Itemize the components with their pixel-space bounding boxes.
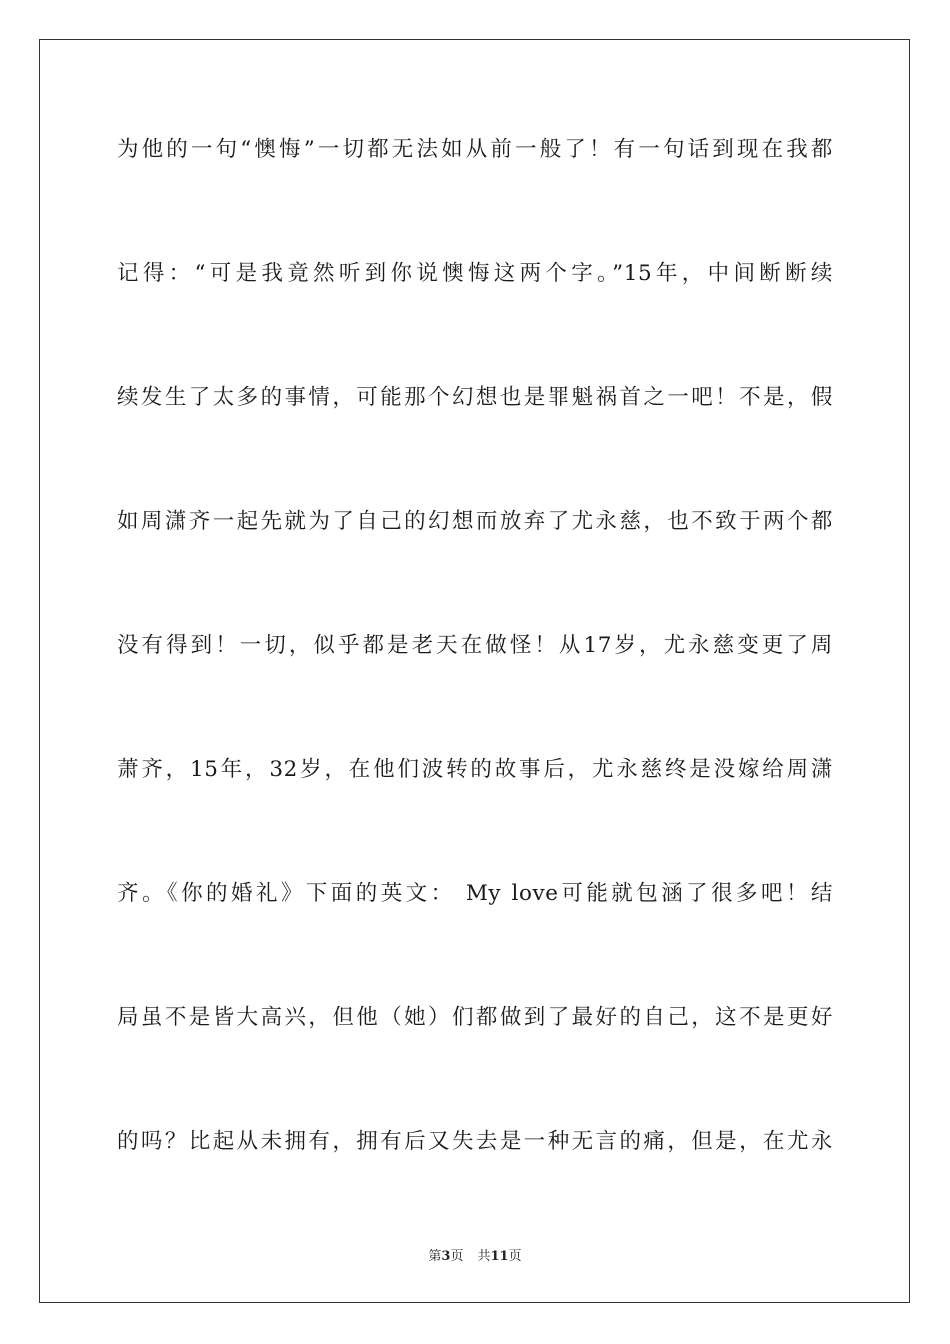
text-line-2: 记得：“可是我竟然听到你说懊悔这两个字。”15年，中间断断续 xyxy=(117,261,833,286)
total-suffix: 页 xyxy=(508,1249,522,1264)
page-footer xyxy=(0,1247,950,1267)
text-line-5: 没有得到！一切，似乎都是老天在做怪！从17岁，尤永慈变更了周 xyxy=(117,633,833,658)
page-current-number: 3 xyxy=(441,1249,451,1264)
page-prefix: 第 xyxy=(428,1249,442,1264)
text-line-6: 萧齐，15年，32岁，在他们波转的故事后，尤永慈终是没嫁给周潇 xyxy=(117,757,833,782)
text-line-3: 续发生了太多的事情，可能那个幻想也是罪魁祸首之一吧！不是，假 xyxy=(117,385,833,410)
text-line-9: 的吗？比起从未拥有，拥有后又失去是一种无言的痛，但是，在尤永 xyxy=(117,1129,833,1154)
document-body xyxy=(117,126,833,1242)
text-line-8: 局虽不是皆大高兴，但他（她）们都做到了最好的自己，这不是更好 xyxy=(117,1005,833,1030)
page-total-number: 11 xyxy=(490,1249,509,1264)
total-prefix: 共 xyxy=(477,1249,491,1264)
text-line-4: 如周潇齐一起先就为了自己的幻想而放弃了尤永慈，也不致于两个都 xyxy=(117,509,833,534)
page-suffix: 页 xyxy=(450,1249,464,1264)
text-line-7: 齐。《你的婚礼》下面的英文： My love可能就包涵了很多吧！结 xyxy=(117,881,833,906)
text-line-1: 为他的一句“懊悔”一切都无法如从前一般了！有一句话到现在我都 xyxy=(117,137,833,162)
